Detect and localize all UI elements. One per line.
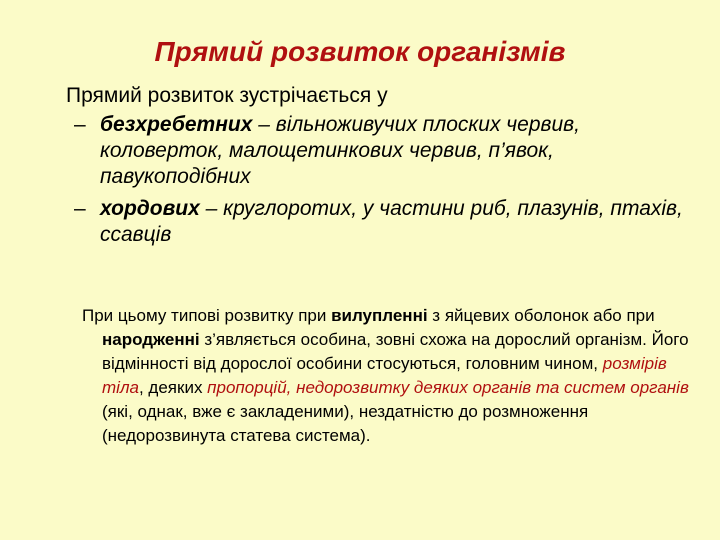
bullet-dash: –: [74, 113, 86, 136]
bullet-item-chordates: [72, 196, 692, 248]
bullet-term: хордових: [100, 197, 200, 220]
para-text: , деяких: [138, 378, 208, 397]
bullet-dash: –: [74, 197, 86, 220]
bullet-term: безхребетних: [100, 113, 253, 136]
bullet-item-invertebrates: [72, 112, 692, 190]
para-text: з яйцевих оболонок або при: [427, 306, 655, 325]
bullet-list: [72, 112, 692, 254]
para-text: При цьому типові розвитку при: [82, 306, 332, 325]
intro-text: Прямий розвиток зустрічається у: [66, 84, 388, 107]
para-bold-birth: народженні: [102, 330, 200, 349]
description-paragraph: [82, 304, 707, 448]
para-text: (які, однак, вже є закладеними), нездатністю до розмноження (недорозвинута статева система).: [102, 402, 589, 445]
bullet-text: – круглоротих, у частини риб, плазунів, птахів, ссавців: [100, 197, 683, 246]
slide-title: Прямий розвиток організмів: [154, 36, 566, 67]
para-highlight-proportions: пропорцій, недорозвитку деяких органів та систем органів: [207, 378, 689, 397]
para-highlight-body-size: розмірів тіла: [102, 354, 667, 397]
para-text: з’являється особина, зовні схожа на дорослий організм. Його відмінності від дорослої особини стосуються, головним чином,: [102, 330, 689, 373]
bullet-text: – вільноживучих плоских червив, коловерток, малощетинкових червив, п’явок, павукоподібних: [100, 113, 580, 188]
para-bold-hatching: вилупленні: [331, 306, 428, 325]
